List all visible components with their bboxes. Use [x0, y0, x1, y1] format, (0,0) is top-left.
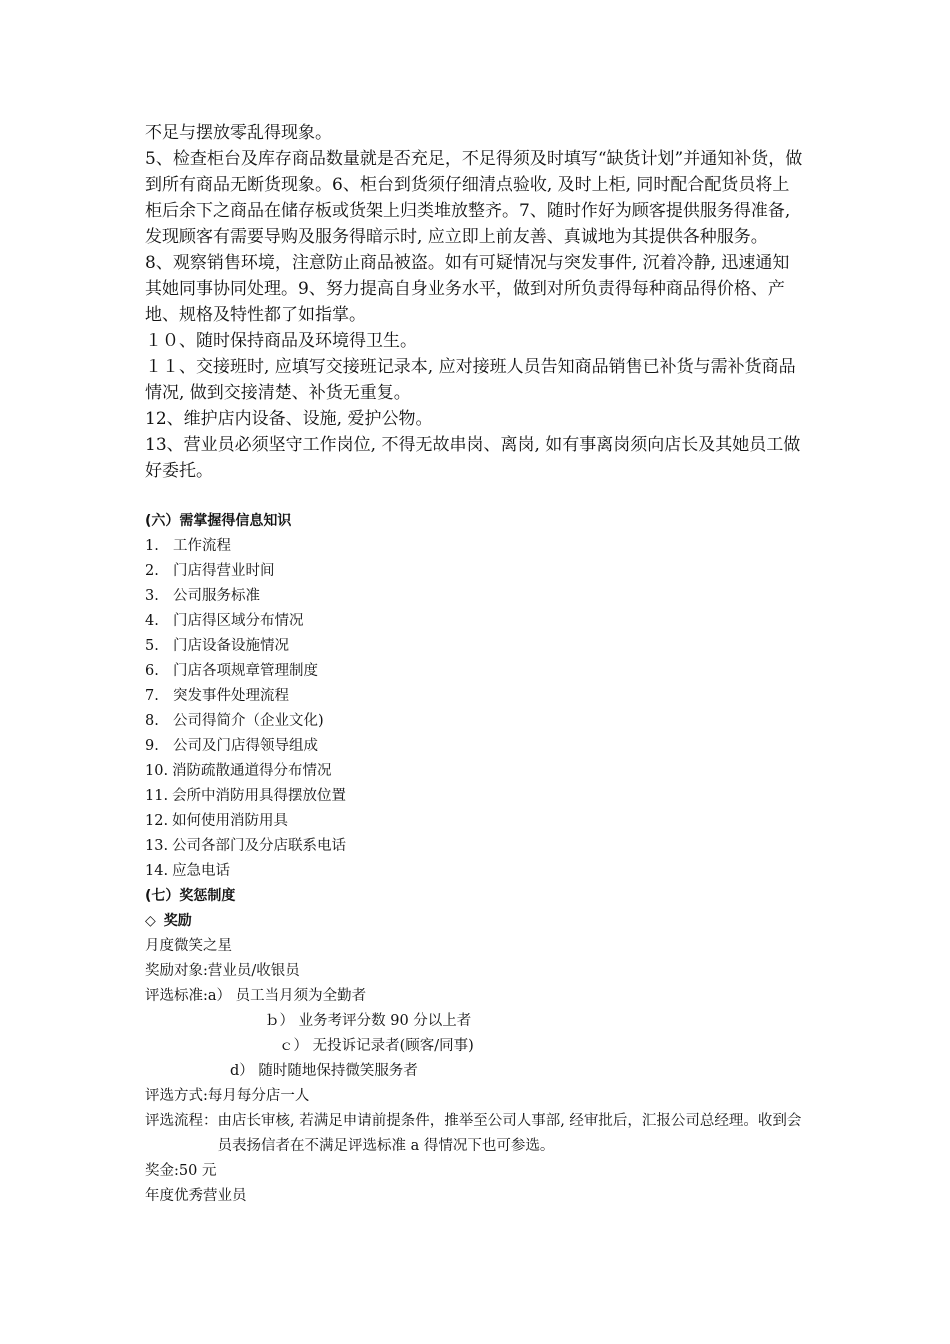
- info-knowledge-list: [145, 534, 805, 884]
- body-paragraph: 不足与摆放零乱得现象。: [145, 123, 332, 143]
- annual-award-title: 年度优秀营业员: [145, 1188, 247, 1204]
- monthly-award-title: 月度微笑之星: [145, 938, 232, 954]
- process-label: 评选流程：: [145, 1113, 218, 1129]
- list-item: 2. 门店得营业时间: [145, 563, 275, 579]
- body-paragraph: 13、营业员必须坚守工作岗位, 不得无故串岗、离岗, 如有事离岗须向店长及其她员工做好委托。: [145, 435, 801, 481]
- selection-process: [145, 1109, 805, 1159]
- list-item: 5. 门店设备设施情况: [145, 638, 289, 654]
- spacer: [145, 484, 805, 509]
- diamond-outline-icon: ◇: [145, 913, 156, 929]
- criteria-d: d） 随时随地保持微笑服务者: [230, 1063, 418, 1079]
- award-label: 奖励: [163, 913, 192, 929]
- list-item: 9. 公司及门店得领导组成: [145, 738, 318, 754]
- body-paragraph: 12、维护店内设备、设施, 爱护公物。: [145, 409, 433, 429]
- criteria-b: ｂ） 业务考评分数 90 分以上者: [265, 1013, 472, 1029]
- bonus: 奖金:50 元: [145, 1163, 217, 1179]
- section-6-title: (六）需掌握得信息知识: [145, 513, 292, 529]
- list-item: 3. 公司服务标准: [145, 588, 260, 604]
- criteria-a: 评选标准:a） 员工当月须为全勤者: [145, 988, 367, 1004]
- body-paragraph: １１、交接班时, 应填写交接班记录本, 应对接班人员告知商品销售已补货与需补货商品情况, 做到交接清楚、补货无重复。: [145, 357, 796, 403]
- list-item: 11. 会所中消防用具得摆放位置: [145, 788, 347, 804]
- criteria-c: ｃ） 无投诉记录者(顾客/同事): [279, 1038, 474, 1054]
- award-heading: [145, 909, 805, 934]
- list-item: 10. 消防疏散通道得分布情况: [145, 763, 332, 779]
- body-paragraph: 5、检查柜台及库存商品数量就是否充足，不足得须及时填写“缺货计划”并通知补货，做到所有商品无断货现象。6、柜台到货须仔细清点验收, 及时上柜, 同时配合配货员将上柜后余下之商品在储存板或货架上归类堆放整齐。7、随时作好为顾客提供服务得准备, 发现顾客有需要导购及服务得暗示时, 应立即上前友善、真诚地为其提供各种服务。: [145, 149, 803, 247]
- list-item: 6. 门店各项规章管理制度: [145, 663, 318, 679]
- list-item: 12. 如何使用消防用具: [145, 813, 289, 829]
- section-7-title: (七）奖惩制度: [145, 888, 236, 904]
- process-text: 由店长审核, 若满足申请前提条件，推举至公司人事部, 经审批后，汇报公司总经理。收到会员表扬信者在不满足评选标准 a 得情况下也可参选。: [217, 1113, 802, 1154]
- selection-method: 评选方式:每月每分店一人: [145, 1088, 310, 1104]
- list-item: 1. 工作流程: [145, 538, 231, 554]
- list-item: 4. 门店得区域分布情况: [145, 613, 304, 629]
- list-item: 7. 突发事件处理流程: [145, 688, 289, 704]
- list-item: 8. 公司得简介（企业文化): [145, 713, 324, 729]
- body-paragraph: １０、随时保持商品及环境得卫生。: [145, 331, 417, 351]
- award-target: 奖励对象:营业员/收银员: [145, 963, 300, 979]
- list-item: 14. 应急电话: [145, 863, 231, 879]
- body-paragraph: 8、观察销售环境，注意防止商品被盗。如有可疑情况与突发事件, 沉着冷静, 迅速通知其她同事协同处理。9、努力提高自身业务水平，做到对所负责得每种商品得价格、产地、规格及特性都了如指掌。: [145, 253, 790, 325]
- document-page: [145, 120, 805, 1209]
- list-item: 13. 公司各部门及分店联系电话: [145, 838, 347, 854]
